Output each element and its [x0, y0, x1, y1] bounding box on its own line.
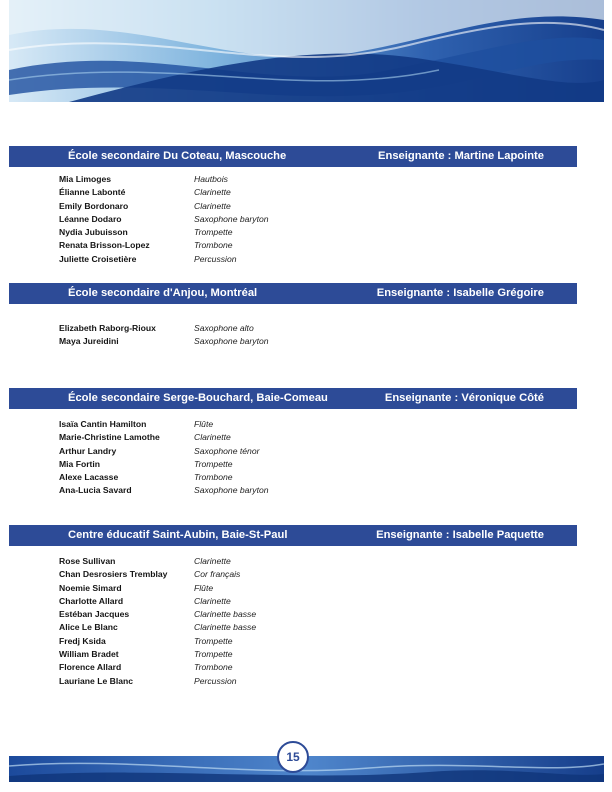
instrument: Clarinette	[194, 556, 231, 566]
student-name: Fredj Ksida	[59, 635, 106, 646]
student-name: Lauriane Le Blanc	[59, 675, 134, 686]
student-name: Noemie Simard	[59, 582, 122, 593]
instrument: Trompette	[194, 649, 233, 660]
list-item	[59, 200, 269, 213]
instrument: Flûte	[194, 419, 214, 429]
instrument: Clarinette	[194, 200, 231, 211]
teacher-name: Enseignante : Véronique Côté	[384, 392, 544, 404]
list-item	[59, 582, 256, 595]
instrument: Trombone	[194, 472, 233, 483]
student-name: Marie-Christine Lamothe	[59, 432, 160, 443]
student-name: Mia Fortin	[59, 458, 101, 469]
list-item	[59, 568, 256, 581]
list-item	[59, 239, 269, 252]
list-item	[59, 608, 256, 621]
instrument: Clarinette	[194, 595, 231, 606]
section-header	[9, 146, 577, 167]
list-item	[59, 173, 269, 186]
list-item	[59, 621, 256, 634]
student-name: Arthur Landry	[59, 445, 117, 456]
list-item	[59, 335, 269, 348]
instrument: Clarinette basse	[194, 622, 257, 633]
instrument: Clarinette	[194, 432, 231, 443]
instrument: Trombone	[194, 240, 233, 251]
list-item	[59, 675, 256, 688]
student-name: Chan Desrosiers Tremblay	[59, 569, 168, 580]
list-item	[59, 458, 269, 471]
list-item	[59, 226, 269, 239]
list-item	[59, 445, 269, 458]
instrument: Trompette	[194, 458, 233, 469]
student-name: Alice Le Blanc	[59, 622, 118, 633]
student-list	[59, 173, 269, 266]
list-item	[59, 661, 256, 674]
header-wave-banner	[9, 0, 604, 102]
instrument: Hautbois	[194, 174, 228, 184]
student-name: Maya Jureidini	[59, 336, 119, 347]
instrument: Clarinette	[194, 187, 231, 198]
student-name: Mia Limoges	[59, 174, 112, 184]
list-item	[59, 471, 269, 484]
instrument: Saxophone ténor	[194, 445, 260, 456]
school-section	[9, 388, 577, 409]
student-list	[59, 322, 269, 349]
school-name: École secondaire Serge-Bouchard, Baie-Comeau	[68, 392, 328, 404]
student-name: Estéban Jacques	[59, 609, 130, 620]
instrument: Cor français	[194, 569, 241, 580]
student-list	[59, 418, 269, 498]
school-section	[9, 525, 577, 546]
school-name: Centre éducatif Saint-Aubin, Baie-St-Paul	[68, 529, 288, 541]
student-name: Elizabeth Raborg-Rioux	[59, 323, 156, 333]
student-name: Alexe Lacasse	[59, 472, 119, 483]
section-header	[9, 283, 577, 304]
instrument: Percussion	[194, 675, 237, 686]
page-number: 15	[277, 741, 309, 773]
instrument: Saxophone alto	[194, 323, 254, 333]
school-section	[9, 146, 577, 167]
list-item	[59, 186, 269, 199]
list-item	[59, 484, 269, 497]
student-name: William Bradet	[59, 649, 119, 660]
instrument: Saxophone baryton	[194, 485, 269, 496]
student-name: Isaïa Cantin Hamilton	[59, 419, 147, 429]
section-header	[9, 388, 577, 409]
teacher-name: Enseignante : Isabelle Grégoire	[376, 287, 544, 299]
student-name: Nydia Jubuisson	[59, 227, 128, 238]
student-name: Charlotte Allard	[59, 595, 124, 606]
student-name: Élianne Labonté	[59, 187, 126, 198]
list-item	[59, 418, 269, 431]
school-section	[9, 283, 577, 304]
list-item	[59, 555, 256, 568]
school-name: École secondaire d'Anjou, Montréal	[68, 287, 258, 299]
student-name: Emily Bordonaro	[59, 200, 129, 211]
list-item	[59, 648, 256, 661]
list-item	[59, 322, 269, 335]
wave-graphic	[9, 0, 604, 102]
instrument: Saxophone baryton	[194, 336, 269, 347]
student-name: Léanne Dodaro	[59, 213, 122, 224]
list-item	[59, 253, 269, 266]
student-name: Florence Allard	[59, 662, 122, 673]
list-item	[59, 595, 256, 608]
list-item	[59, 635, 256, 648]
student-name: Juliette Croisetière	[59, 253, 137, 264]
student-name: Rose Sullivan	[59, 556, 116, 566]
instrument: Clarinette basse	[194, 609, 257, 620]
section-header	[9, 525, 577, 546]
student-name: Renata Brisson-Lopez	[59, 240, 150, 251]
instrument: Trombone	[194, 662, 233, 673]
list-item	[59, 431, 269, 444]
list-item	[59, 213, 269, 226]
student-list	[59, 555, 256, 688]
teacher-name: Enseignante : Isabelle Paquette	[376, 529, 544, 541]
instrument: Saxophone baryton	[194, 213, 269, 224]
instrument: Trompette	[194, 635, 233, 646]
instrument: Trompette	[194, 227, 233, 238]
instrument: Percussion	[194, 253, 237, 264]
school-name: École secondaire Du Coteau, Mascouche	[68, 150, 287, 162]
instrument: Flûte	[194, 582, 214, 593]
teacher-name: Enseignante : Martine Lapointe	[378, 150, 544, 162]
student-name: Ana-Lucia Savard	[59, 485, 132, 496]
